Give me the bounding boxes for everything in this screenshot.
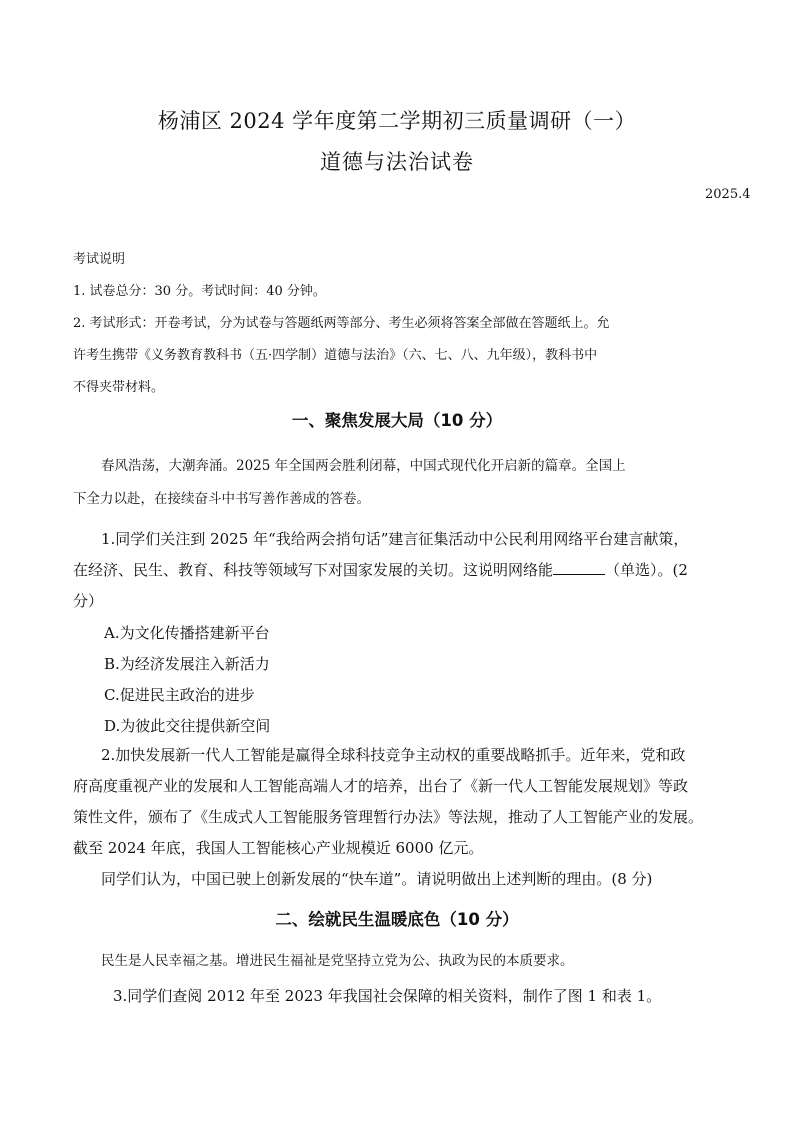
question-3	[73, 981, 733, 1012]
instructions-item-2-line-1: 2. 考试形式：开卷考试，分为试卷与答题纸两等部分、考生必须将答案全部做在答题纸上。允	[73, 316, 610, 331]
question-1-line-2-text: 在经济、民生、教育、科技等领域写下对国家发展的关切。这说明网络能	[73, 561, 554, 579]
question-3-line-1: 3.同学们查阅 2012 年至 2023 年我国社会保障的相关资料，制作了图 1 和表 1。	[113, 987, 662, 1005]
answer-blank[interactable]	[553, 560, 605, 575]
question-1-line-2	[73, 555, 733, 586]
exam-title: 杨浦区 2024 学年度第二学期初三质量调研（一）	[157, 109, 637, 133]
question-2-line-4: 截至 2024 年底，我国人工智能核心产业规模近 6000 亿元。	[73, 839, 484, 857]
section-1-intro-line-2: 下全力以赴，在接续奋斗中书写善作善成的答卷。	[73, 491, 370, 507]
question-1-line-2-tail: （单选）。(2	[605, 561, 688, 579]
section-2-title: 二、绘就民生温暖底色（10 分）	[275, 910, 519, 929]
exam-subtitle: 道德与法治试卷	[320, 150, 474, 174]
question-2-line-1: 2.加快发展新一代人工智能是赢得全球科技竞争主动权的重要战略抓手。近年来，党和政	[101, 746, 686, 764]
instructions-item-1: 1. 试卷总分：30 分。考试时间：40 分钟。	[73, 284, 326, 299]
section-1-intro-line-1: 春风浩荡，大潮奔涌。2025 年全国两会胜利闭幕，中国式现代化开启新的篇章。全国上	[101, 458, 626, 474]
question-2	[73, 740, 733, 895]
question-2-line-5: 同学们认为，中国已驶上创新发展的“快车道”。请说明做出上述判断的理由。(8 分)	[101, 870, 653, 888]
instructions-heading: 考试说明	[73, 252, 126, 267]
section-1-intro	[73, 450, 723, 516]
option-d: D.为彼此交往提供新空间	[104, 717, 271, 735]
question-1	[73, 524, 733, 617]
exam-date: 2025.4	[705, 187, 751, 202]
section-1-title: 一、聚焦发展大局（10 分）	[291, 411, 503, 430]
section-2-intro-line: 民生是人民幸福之基。增进民生福祉是党坚持立党为公、执政为民的本质要求。	[101, 953, 574, 969]
option-a: A.为文化传播搭建新平台	[104, 624, 270, 642]
instructions	[73, 244, 723, 404]
question-2-line-3: 策性文件，颁布了《生成式人工智能服务管理暂行办法》等法规，推动了人工智能产业的发展。	[73, 808, 704, 826]
option-b: B.为经济发展注入新活力	[104, 655, 270, 673]
question-1-line-3: 分）	[73, 592, 104, 610]
question-1-line-1: 1.同学们关注到 2025 年“我给两会捎句话”建言征集活动中公民利用网络平台建言献策，	[101, 530, 689, 548]
section-2-intro	[73, 945, 723, 978]
option-c: C.促进民主政治的进步	[104, 686, 255, 704]
instructions-item-2-line-2: 许考生携带《义务教育教科书（五·四学制）道德与法治》（六、七、八、九年级），教科书中	[73, 348, 598, 363]
question-2-line-2: 府高度重视产业的发展和人工智能高端人才的培养，出台了《新一代人工智能发展规划》等政	[73, 777, 689, 795]
instructions-item-2-line-3: 不得夹带材料。	[73, 380, 165, 395]
